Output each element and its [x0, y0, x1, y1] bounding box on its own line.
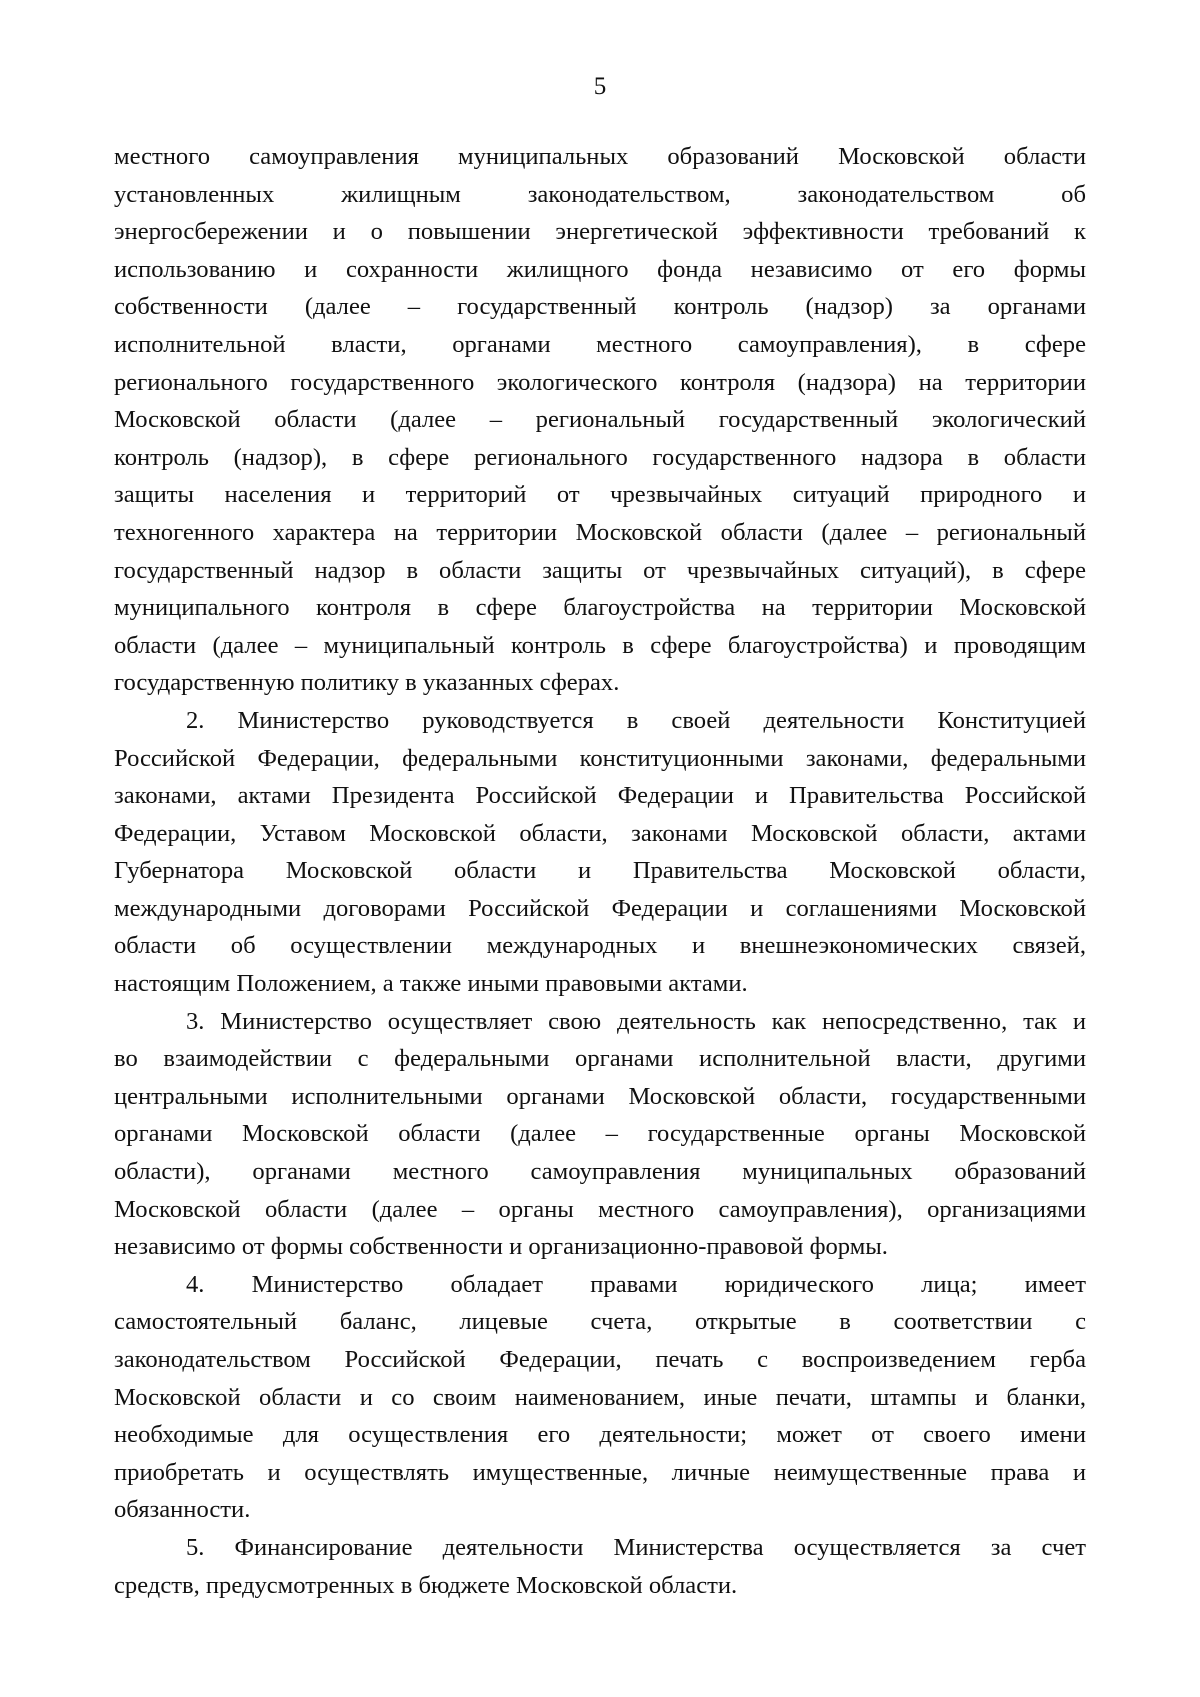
- text-line: использованию и сохранности жилищного фонда независимо от его формы: [114, 255, 1086, 283]
- text-line: государственную политику в указанных сферах.: [114, 669, 620, 697]
- text-line: законами, актами Президента Российской Федерации и Правительства Российской: [114, 782, 1086, 810]
- document-body: [114, 138, 1086, 1604]
- text-line: Губернатора Московской области и Правительства Московской области,: [114, 857, 1086, 885]
- text-line: энергосбережении и о повышении энергетической эффективности требований к: [114, 218, 1086, 246]
- text-line: собственности (далее – государственный контроль (надзор) за органами: [114, 293, 1086, 321]
- text-line: необходимые для осуществления его деятельности; может от своего имени: [114, 1421, 1086, 1449]
- text-line: установленных жилищным законодательством, законодательством об: [114, 180, 1086, 208]
- text-line: обязанности.: [114, 1496, 251, 1524]
- text-line: Московской области (далее – органы местного самоуправления), организациями: [114, 1195, 1086, 1223]
- text-line: Московской области и со своим наименованием, иные печати, штампы и бланки,: [114, 1383, 1086, 1411]
- text-line: техногенного характера на территории Московской области (далее – региональный: [114, 518, 1086, 546]
- text-line: 5. Финансирование деятельности Министерства осуществляется за счет: [186, 1533, 1086, 1561]
- text-line: регионального государственного экологического контроля (надзора) на территории: [114, 368, 1086, 396]
- text-line: во взаимодействии с федеральными органами исполнительной власти, другими: [114, 1045, 1086, 1073]
- text-line: средств, предусмотренных в бюджете Московской области.: [114, 1571, 738, 1599]
- text-line: 2. Министерство руководствуется в своей деятельности Конституцией: [186, 706, 1086, 734]
- text-line: 4. Министерство обладает правами юридического лица; имеет: [186, 1270, 1086, 1298]
- text-line: независимо от формы собственности и организационно-правовой формы.: [114, 1233, 888, 1261]
- text-line: настоящим Положением, а также иными правовыми актами.: [114, 970, 748, 998]
- text-line: защиты населения и территорий от чрезвычайных ситуаций природного и: [114, 481, 1086, 509]
- text-line: приобретать и осуществлять имущественные, личные неимущественные права и: [114, 1458, 1086, 1486]
- text-line: области (далее – муниципальный контроль в сфере благоустройства) и проводящим: [114, 631, 1086, 659]
- text-line: муниципального контроля в сфере благоустройства на территории Московской: [114, 594, 1086, 622]
- text-line: местного самоуправления муниципальных образований Московской области: [114, 143, 1086, 170]
- text-line: органами Московской области (далее – государственные органы Московской: [114, 1120, 1086, 1148]
- text-line: области об осуществлении международных и внешнеэкономических связей,: [114, 932, 1086, 960]
- text-line: самостоятельный баланс, лицевые счета, открытые в соответствии с: [114, 1308, 1086, 1336]
- text-line: международными договорами Российской Федерации и соглашениями Московской: [114, 894, 1086, 922]
- text-line: центральными исполнительными органами Московской области, государственными: [114, 1082, 1086, 1110]
- text-line: Федерации, Уставом Московской области, законами Московской области, актами: [114, 819, 1086, 847]
- text-line: законодательством Российской Федерации, печать с воспроизведением герба: [114, 1346, 1086, 1373]
- text-line: области), органами местного самоуправления муниципальных образований: [114, 1158, 1086, 1186]
- text-line: государственный надзор в области защиты от чрезвычайных ситуаций), в сфере: [114, 556, 1086, 584]
- page-number: 5: [593, 73, 607, 100]
- text-line: 3. Министерство осуществляет свою деятельность как непосредственно, так и: [186, 1007, 1086, 1035]
- text-line: контроль (надзор), в сфере регионального государственного надзора в области: [114, 443, 1086, 471]
- text-line: исполнительной власти, органами местного самоуправления), в сфере: [114, 330, 1086, 358]
- text-line: Российской Федерации, федеральными конституционными законами, федеральными: [114, 744, 1086, 772]
- text-line: Московской области (далее – региональный государственный экологический: [114, 406, 1086, 434]
